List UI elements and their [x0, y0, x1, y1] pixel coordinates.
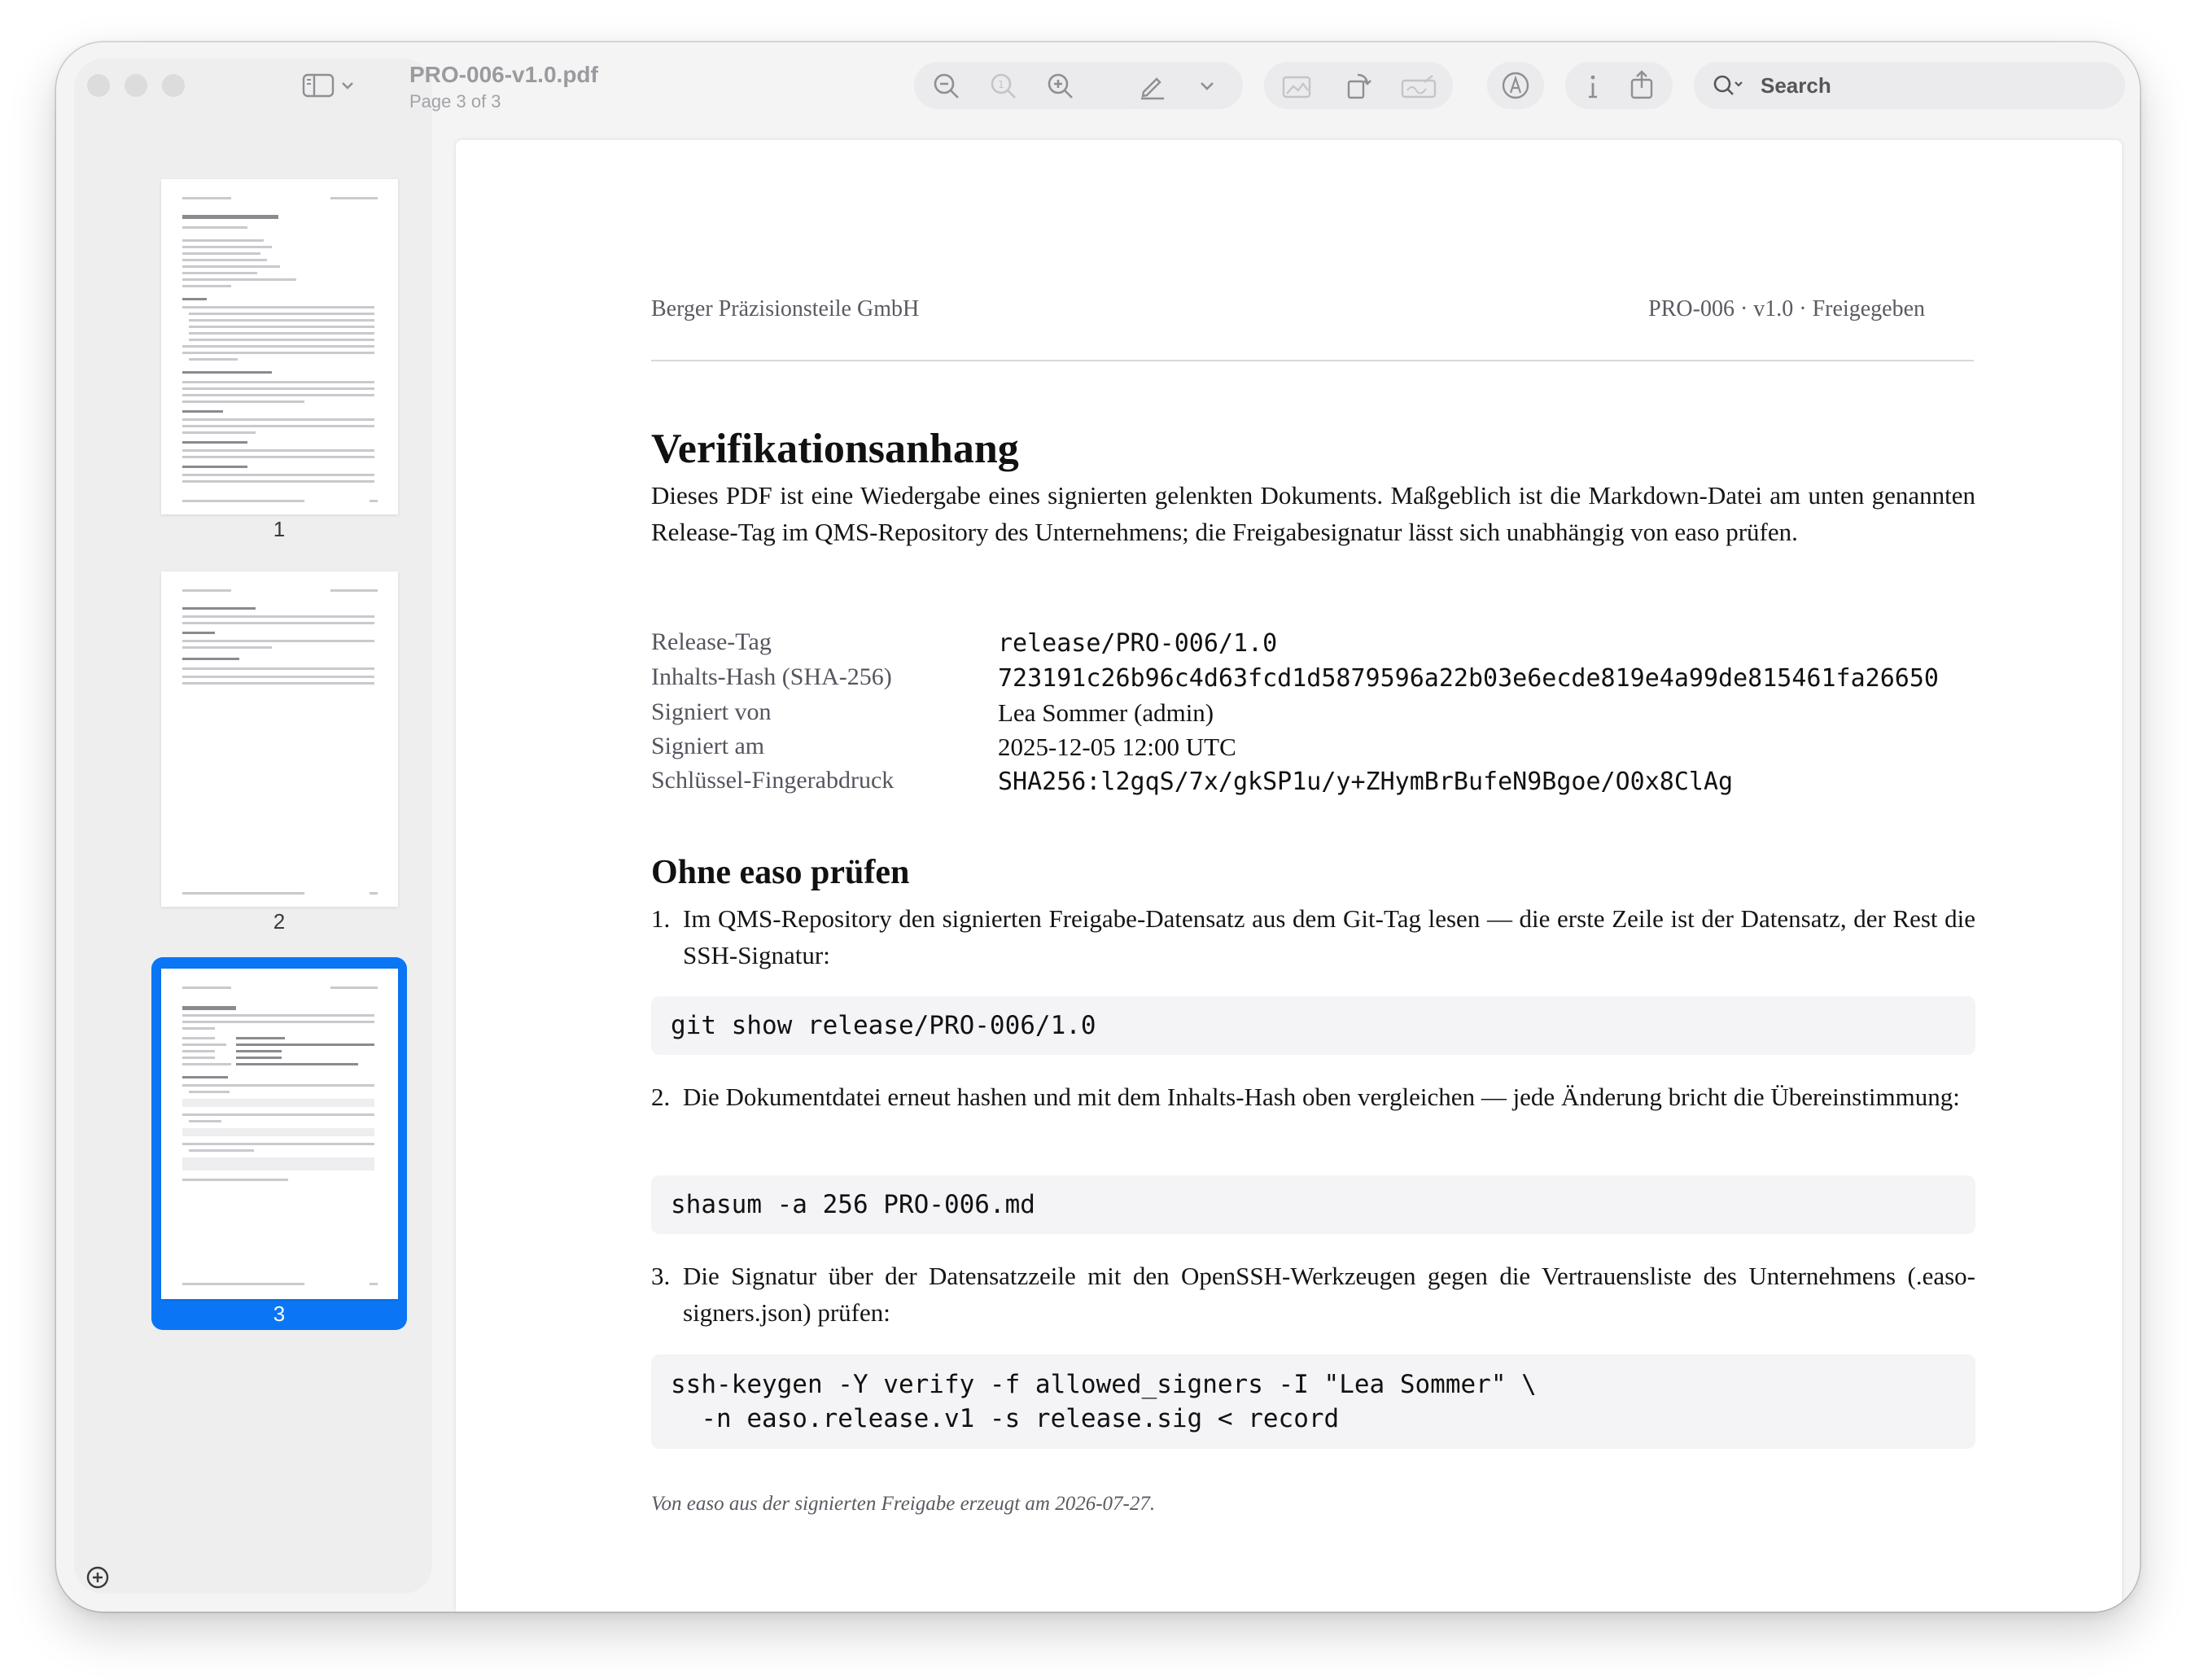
generated-footnote: Von easo aus der signierten Freigabe erzeugt am 2026-07-27.	[651, 1493, 1156, 1515]
pdf-page[interactable]	[456, 140, 2122, 1612]
zoom-out-icon[interactable]	[930, 72, 963, 101]
thumbnail-label-2: 2	[273, 909, 286, 934]
code-block-2[interactable]: shasum -a 256 PRO-006.md	[651, 1175, 1975, 1234]
rotate-icon[interactable]	[1341, 70, 1376, 101]
step-number-1: 1.	[651, 904, 671, 933]
highlight-pen-icon[interactable]	[1135, 71, 1168, 100]
markup-icon[interactable]	[1498, 71, 1533, 100]
zoom-in-icon[interactable]	[1044, 72, 1077, 101]
step-text-1: Im QMS-Repository den signierten Freigabe-Datensatz aus dem Git-Tag lesen — die erste Zeile ist der Datensatz, der Rest die SSH-Signatur:	[683, 904, 1975, 969]
meta-value-release-tag: release/PRO-006/1.0	[998, 629, 1278, 658]
code-block-1[interactable]: git show release/PRO-006/1.0	[651, 996, 1975, 1055]
page-indicator: Page 3 of 3	[409, 91, 501, 112]
share-icon[interactable]	[1625, 68, 1658, 101]
info-share-group	[1565, 62, 1673, 109]
minimize-window-button[interactable]	[125, 74, 147, 97]
zoom-window-button[interactable]	[162, 74, 185, 97]
step-text-3: Die Signatur über der Datensatzzeile mit den OpenSSH-Werkzeugen gegen die Vertrauensliste des Unternehmens (.easo-signers.json) prüfen:	[683, 1262, 1975, 1327]
thumbnail-sidebar[interactable]	[74, 59, 432, 1594]
add-page-icon[interactable]	[85, 1565, 110, 1590]
meta-label-signed-by: Signiert von	[651, 698, 772, 725]
page-header-doc-id: PRO-006 · v1.0 · Freigegeben	[1648, 296, 1925, 322]
chevron-down-icon	[341, 81, 354, 90]
meta-label-signed-at: Signiert am	[651, 733, 765, 759]
page-thumbnail-3[interactable]	[161, 969, 398, 1299]
code-block-3[interactable]: ssh-keygen -Y verify -f allowed_signers -I "Lea Sommer" \ -n easo.release.v1 -s release.sig < record	[651, 1354, 1975, 1449]
section-heading: Ohne easo prüfen	[651, 854, 910, 891]
search-placeholder: Search	[1761, 73, 1831, 98]
step-text-2: Die Dokumentdatei erneut hashen und mit dem Inhalts-Hash oben vergleichen — jede Änderung bricht die Übereinstimmung:	[683, 1083, 1960, 1111]
crop-image-icon[interactable]	[1279, 72, 1315, 101]
meta-label-release-tag: Release-Tag	[651, 628, 772, 655]
sidebar-toggle-icon[interactable]	[302, 69, 359, 102]
markup-toggle-group	[1487, 62, 1544, 109]
window-title: PRO-006-v1.0.pdf	[409, 62, 598, 87]
actual-size-icon[interactable]	[987, 72, 1020, 101]
chevron-down-icon[interactable]	[1191, 72, 1223, 101]
page-header-company: Berger Präzisionsteile GmbH	[651, 296, 920, 322]
meta-value-signed-by: Lea Sommer (admin)	[998, 698, 1214, 727]
page-heading: Verifikationsanhang	[651, 426, 1019, 472]
preview-window	[56, 42, 2140, 1612]
markup-tools	[1116, 62, 1243, 109]
meta-label-content-hash: Inhalts-Hash (SHA-256)	[651, 663, 892, 690]
search-field[interactable]	[1694, 62, 2125, 109]
window-title-block	[409, 60, 598, 114]
page-thumbnail-2[interactable]	[161, 571, 398, 907]
search-icon	[1710, 72, 1751, 99]
toolbar	[56, 42, 2140, 156]
header-divider	[651, 360, 1974, 361]
edit-tools	[1264, 62, 1453, 109]
signature-icon[interactable]	[1399, 72, 1438, 101]
page-thumbnail-1[interactable]	[161, 179, 398, 514]
thumbnail-label-3: 3	[273, 1302, 286, 1326]
thumbnail-label-1: 1	[273, 517, 286, 541]
close-window-button[interactable]	[87, 74, 110, 97]
meta-value-key-fingerprint: SHA256:l2gqS/7x/gkSP1u/y+ZHymBrBufeN9Bgoe/O0x8ClAg	[998, 768, 1734, 796]
step-number-2: 2.	[651, 1083, 671, 1111]
intro-paragraph: Dieses PDF ist eine Wiedergabe eines signierten gelenkten Dokuments. Maßgeblich ist die Markdown-Datei am unten genannten Release-Tag im QMS-Repository des Unternehmens; die Freigabesignatur lässt sich unabhängig von easo prüfen.	[651, 481, 1975, 546]
svg-text:1: 1	[998, 79, 1004, 90]
meta-label-key-fingerprint: Schlüssel-Fingerabdruck	[651, 767, 895, 794]
step-number-3: 3.	[651, 1262, 671, 1290]
meta-value-content-hash: 723191c26b96c4d63fcd1d5879596a22b03e6ecde819e4a99de815461fa26650	[998, 664, 1939, 693]
info-icon[interactable]	[1578, 72, 1608, 101]
meta-value-signed-at: 2025-12-05 12:00 UTC	[998, 733, 1236, 761]
